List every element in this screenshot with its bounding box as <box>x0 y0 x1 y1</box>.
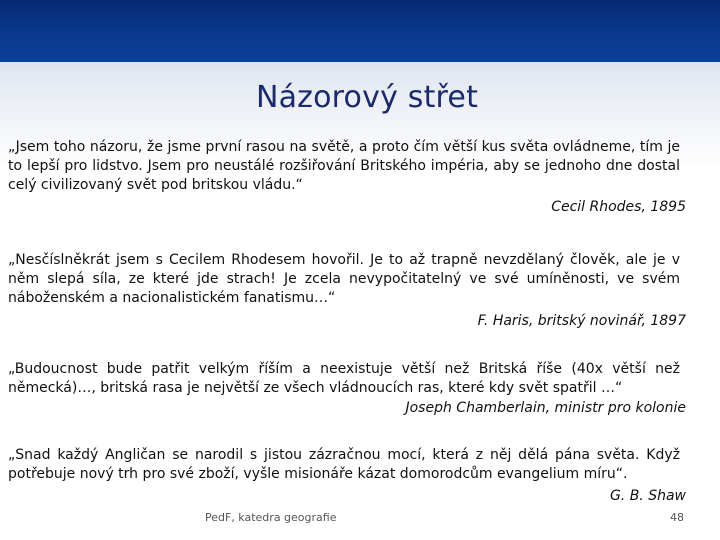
quote-haris: „Nesčíslněkrát jsem s Cecilem Rhodesem hovořil. Je to až trapně nevzdělaný člověk, ale je v něm slepá síla, ze které jde strach! Je zcela nevypočitatelný ve své umíněnosti, ve svém náboženském a nacionalistickém fanatismu…“ <box>8 252 680 306</box>
page-number: 48 <box>670 511 684 524</box>
quote-shaw: „Snad každý Angličan se narodil s jistou zázračnou mocí, která z něj dělá pána světa. Když potřebuje nový trh pro své zboží, vyšle misionáře kázat domorodcům evangelium míru“. <box>8 447 680 482</box>
header-bar <box>0 0 720 62</box>
slide-footer: PedF, katedra geografie <box>205 511 337 524</box>
quote-author-chamberlain: Joseph Chamberlain, ministr pro kolonie <box>405 400 686 416</box>
quote-author-rhodes: Cecil Rhodes, 1895 <box>551 199 686 215</box>
slide-title: Názorový střet <box>255 80 479 115</box>
quote-rhodes: „Jsem toho názoru, že jsme první rasou na světě, a proto čím větší kus světa ovládneme, tím je to lepší pro lidstvo. Jsem pro neustálé rozšiřování Britského impéria, aby se jednoho dne dostal celý civilizovaný svět pod britskou vládu.“ <box>8 139 680 193</box>
quote-author-shaw: G. B. Shaw <box>609 488 686 504</box>
quote-chamberlain: „Budoucnost bude patřit velkým říším a neexistuje větší než Britská říše (40x větší než německá)…, britská rasa je největší ze všech vládnoucích ras, které kdy svět spatřil …“ <box>8 361 680 396</box>
quote-author-haris: F. Haris, britský novinář, 1897 <box>477 313 686 329</box>
